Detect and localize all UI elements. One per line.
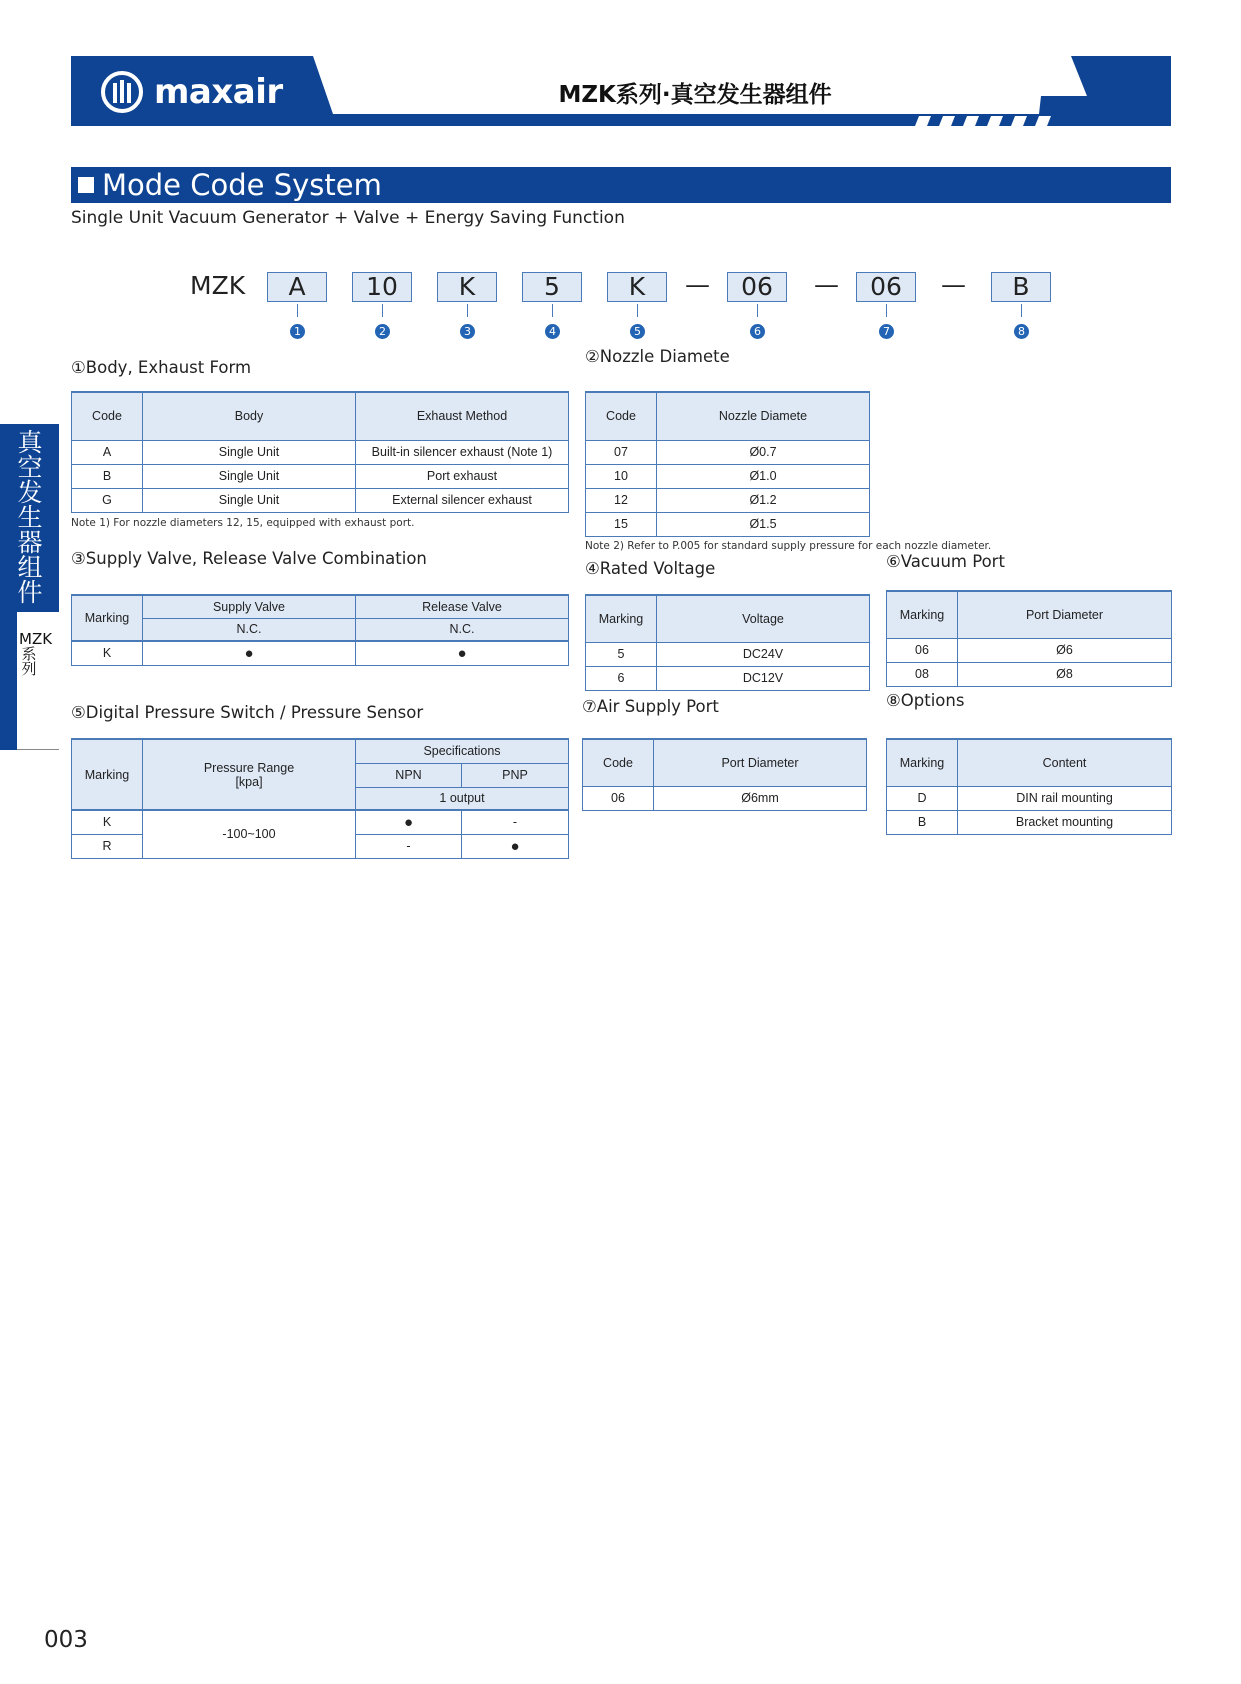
table-cell: A — [72, 440, 143, 464]
column-header: Marking — [887, 739, 958, 786]
model-code-box: 5 — [522, 272, 582, 302]
pressure-range-unit: [kpa] — [235, 774, 263, 789]
table-cell: 06 — [583, 786, 654, 810]
column-subheader: PNP — [462, 763, 569, 787]
table-cell: K — [72, 641, 143, 665]
table-cell: DIN rail mounting — [958, 786, 1172, 810]
table-cell: Single Unit — [143, 440, 356, 464]
options-title: ⑧Options — [886, 691, 965, 710]
side-tab-category-label: 真空发生器组件 — [17, 428, 43, 607]
marker-connector — [552, 304, 553, 317]
body-exhaust-title: ①Body, Exhaust Form — [71, 358, 252, 377]
page-number: 003 — [44, 1627, 88, 1653]
marker-connector — [886, 304, 887, 317]
table-cell: B — [887, 810, 958, 834]
table-cell: -100~100 — [143, 810, 356, 858]
table-cell: B — [72, 464, 143, 488]
marker-connector — [467, 304, 468, 317]
table-cell: 15 — [586, 512, 657, 536]
table-cell: 08 — [887, 662, 958, 686]
table-cell: 12 — [586, 488, 657, 512]
column-header: Code — [72, 392, 143, 440]
column-subheader: NPN — [356, 763, 462, 787]
maxair-logo — [100, 69, 283, 115]
table-cell: - — [462, 810, 569, 834]
side-tab-strip — [0, 612, 17, 750]
side-tab-series-label: MZK系列 — [19, 630, 53, 678]
body-exhaust-table — [71, 391, 569, 513]
model-code-prefix: MZK — [190, 271, 246, 300]
column-header: Port Diameter — [654, 739, 867, 786]
marker-connector — [297, 304, 298, 317]
column-subheader: N.C. — [356, 618, 569, 641]
options-table — [886, 738, 1172, 835]
table-cell: 06 — [887, 638, 958, 662]
table-cell: Ø6 — [958, 638, 1172, 662]
column-header: Code — [586, 392, 657, 440]
table-cell: Port exhaust — [356, 464, 569, 488]
page-title: MZK系列·真空发生器组件 — [558, 82, 832, 108]
column-header: Nozzle Diamete — [657, 392, 870, 440]
table-cell: 07 — [586, 440, 657, 464]
table-cell: ● — [356, 641, 569, 665]
model-code-box: 06 — [727, 272, 787, 302]
column-header: Marking — [586, 595, 657, 642]
table-cell: Ø6mm — [654, 786, 867, 810]
table-cell: DC24V — [657, 642, 870, 666]
table-cell: Ø1.0 — [657, 464, 870, 488]
column-header: Exhaust Method — [356, 392, 569, 440]
table-cell: Ø0.7 — [657, 440, 870, 464]
marker-connector — [637, 304, 638, 317]
section-subtitle: Single Unit Vacuum Generator + Valve + Energy Saving Function — [71, 208, 625, 228]
maxair-logo-icon — [100, 70, 144, 114]
column-header: Release Valve — [356, 595, 569, 618]
table-cell: - — [356, 834, 462, 858]
column-subheader: 1 output — [356, 787, 569, 810]
rated-voltage-table — [585, 594, 870, 691]
valve-combo-table — [71, 594, 569, 666]
model-code-box: K — [437, 272, 497, 302]
air-supply-title: ⑦Air Supply Port — [582, 697, 719, 716]
table-cell: Single Unit — [143, 464, 356, 488]
column-header: Code — [583, 739, 654, 786]
table-cell: 10 — [586, 464, 657, 488]
marker-5: 5 — [630, 324, 645, 339]
table-cell: R — [72, 834, 143, 858]
vacuum-port-title: ⑥Vacuum Port — [886, 552, 1005, 571]
marker-3: 3 — [460, 324, 475, 339]
marker-connector — [1021, 304, 1022, 317]
model-code-box: 06 — [856, 272, 916, 302]
pressure-switch-title: ⑤Digital Pressure Switch / Pressure Sensor — [71, 703, 424, 722]
model-code-dash: — — [941, 270, 966, 299]
marker-8: 8 — [1014, 324, 1029, 339]
table-cell: Ø1.2 — [657, 488, 870, 512]
table-cell: G — [72, 488, 143, 512]
vacuum-port-table — [886, 590, 1172, 687]
table-cell: Bracket mounting — [958, 810, 1172, 834]
table-cell: Single Unit — [143, 488, 356, 512]
marker-1: 1 — [290, 324, 305, 339]
column-header: Supply Valve — [143, 595, 356, 618]
marker-connector — [382, 304, 383, 317]
marker-6: 6 — [750, 324, 765, 339]
model-code-dash: — — [685, 270, 710, 299]
model-code-box: B — [991, 272, 1051, 302]
air-supply-table — [582, 738, 867, 811]
section-title: Mode Code System — [102, 168, 382, 202]
note-2: Note 2) Refer to P.005 for standard supply pressure for each nozzle diameter. — [585, 540, 992, 552]
table-cell: Built-in silencer exhaust (Note 1) — [356, 440, 569, 464]
column-header: Marking — [72, 595, 143, 641]
column-header: Specifications — [356, 739, 569, 763]
column-header: Port Diameter — [958, 591, 1172, 638]
column-header: Body — [143, 392, 356, 440]
valve-combo-title: ③Supply Valve, Release Valve Combination — [71, 549, 427, 568]
note-1: Note 1) For nozzle diameters 12, 15, equipped with exhaust port. — [71, 517, 415, 529]
table-cell: ● — [143, 641, 356, 665]
square-bullet-icon — [78, 177, 94, 193]
table-cell: External silencer exhaust — [356, 488, 569, 512]
table-cell: K — [72, 810, 143, 834]
marker-4: 4 — [545, 324, 560, 339]
model-code-box: A — [267, 272, 327, 302]
marker-connector — [757, 304, 758, 317]
pressure-range-label: Pressure Range — [203, 760, 295, 775]
nozzle-title: ②Nozzle Diamete — [585, 347, 730, 366]
brand-name: maxair — [154, 72, 283, 112]
model-code-box: 10 — [352, 272, 412, 302]
table-cell: D — [887, 786, 958, 810]
table-cell: ● — [462, 834, 569, 858]
column-header: Voltage — [657, 595, 870, 642]
table-cell: 6 — [586, 666, 657, 690]
table-cell: ● — [356, 810, 462, 834]
table-cell: Ø1.5 — [657, 512, 870, 536]
column-header: Marking — [72, 739, 143, 810]
nozzle-table — [585, 391, 870, 537]
column-header: Marking — [887, 591, 958, 638]
table-cell: DC12V — [657, 666, 870, 690]
column-header — [143, 739, 356, 810]
column-subheader: N.C. — [143, 618, 356, 641]
rated-voltage-title: ④Rated Voltage — [585, 559, 716, 578]
marker-7: 7 — [879, 324, 894, 339]
table-cell: Ø8 — [958, 662, 1172, 686]
marker-2: 2 — [375, 324, 390, 339]
table-cell: 5 — [586, 642, 657, 666]
model-code-box: K — [607, 272, 667, 302]
pressure-switch-table — [71, 738, 569, 859]
model-code-dash: — — [814, 270, 839, 299]
column-header: Content — [958, 739, 1172, 786]
